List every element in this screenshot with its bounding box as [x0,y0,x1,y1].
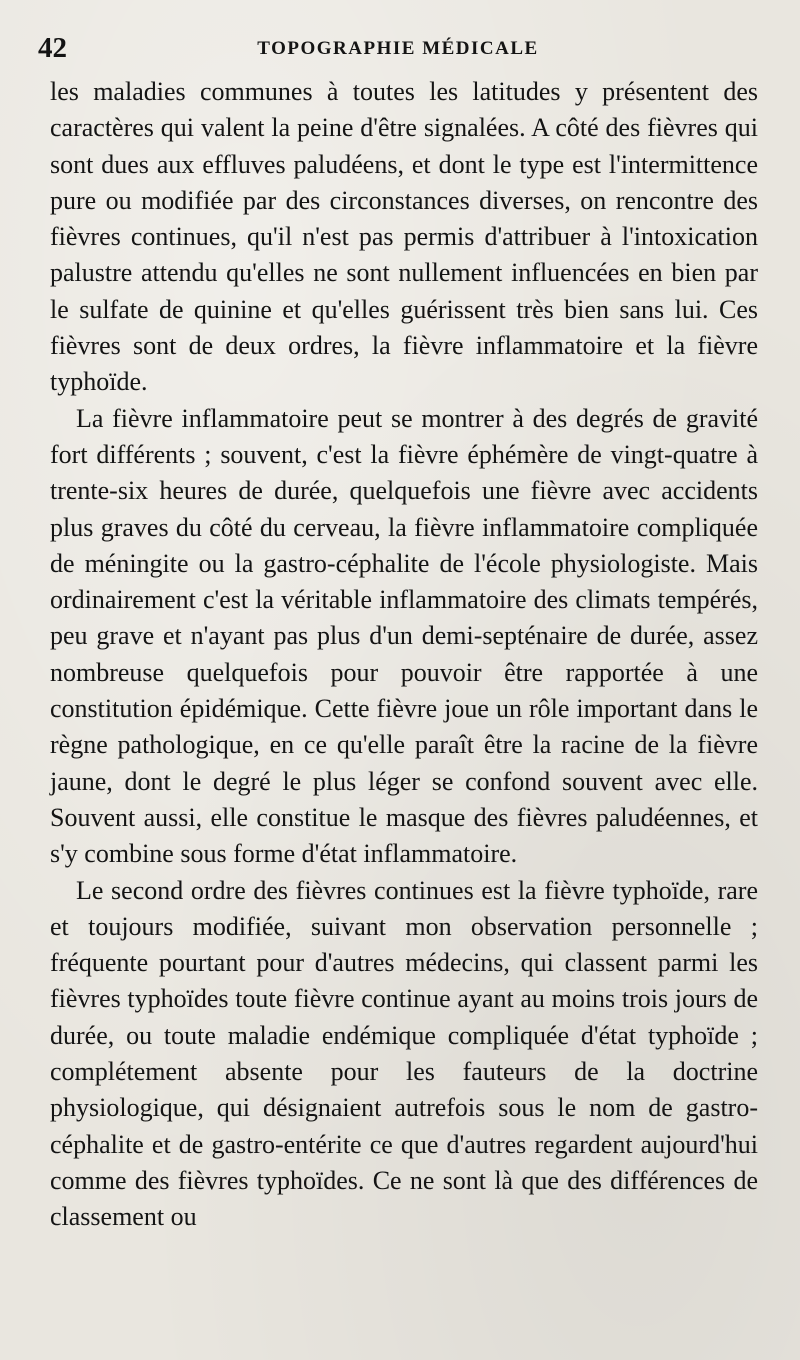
running-title: TOPOGRAPHIE MÉDICALE [257,38,539,59]
paragraph-fievre-typhoide: Le second ordre des fièvres continues est la fièvre typhoïde, rare et toujours modifiée, suivant mon observation personnelle ; fréquente pourtant pour d'autres médecins, qui classent parmi les fièvres typhoïdes toute fièvre continue ayant au moins trois jours de durée, ou toute maladie endémique compliquée d'état typhoïde ; complétement absente pour les fauteurs de la doctrine physiologique, qui désignaient autrefois sous le nom de gastro-céphalite et de gastro-entérite ce que d'autres regardent aujourd'hui comme des fièvres typhoïdes. Ce ne sont là que des différences de classement ou [50,875,758,1232]
page-header [38,33,758,63]
body-text [50,74,758,1236]
page-number: 42 [38,32,67,64]
paragraph-continuation: les maladies communes à toutes les latitudes y présentent des caractères qui valent la peine d'être signalées. A côté des fièvres qui sont dues aux effluves paludéens, et dont le type est l'intermittence pure ou modifiée par des circonstances diverses, on rencontre des fièvres continues, qu'il n'est pas permis d'attribuer à l'intoxication palustre attendu qu'elles ne sont nullement influencées en bien par le sulfate de quinine et qu'elles guérissent très bien sans lui. Ces fièvres sont de deux ordres, la fièvre inflammatoire et la fièvre typhoïde. [50,77,758,397]
paragraph-fievre-inflammatoire: La fièvre inflammatoire peut se montrer à des degrés de gravité fort différents ; souvent, c'est la fièvre éphémère de vingt-quatre à trente-six heures de durée, quelquefois une fièvre avec accidents plus graves du côté du cerveau, la fièvre inflammatoire compliquée de méningite ou la gastro-céphalite de l'école physiologiste. Mais ordinairement c'est la véritable inflammatoire des climats tempérés, peu grave et n'ayant pas plus d'un demi-septénaire de durée, assez nombreuse quelquefois pour pouvoir être rapportée à une constitution épidémique. Cette fièvre joue un rôle important dans le règne pathologique, en ce qu'elle paraît être la racine de la fièvre jaune, dont le degré le plus léger se confond souvent avec elle. Souvent aussi, elle constitue le masque des fièvres paludéennes, et s'y combine sous forme d'état inflammatoire. [50,403,758,869]
